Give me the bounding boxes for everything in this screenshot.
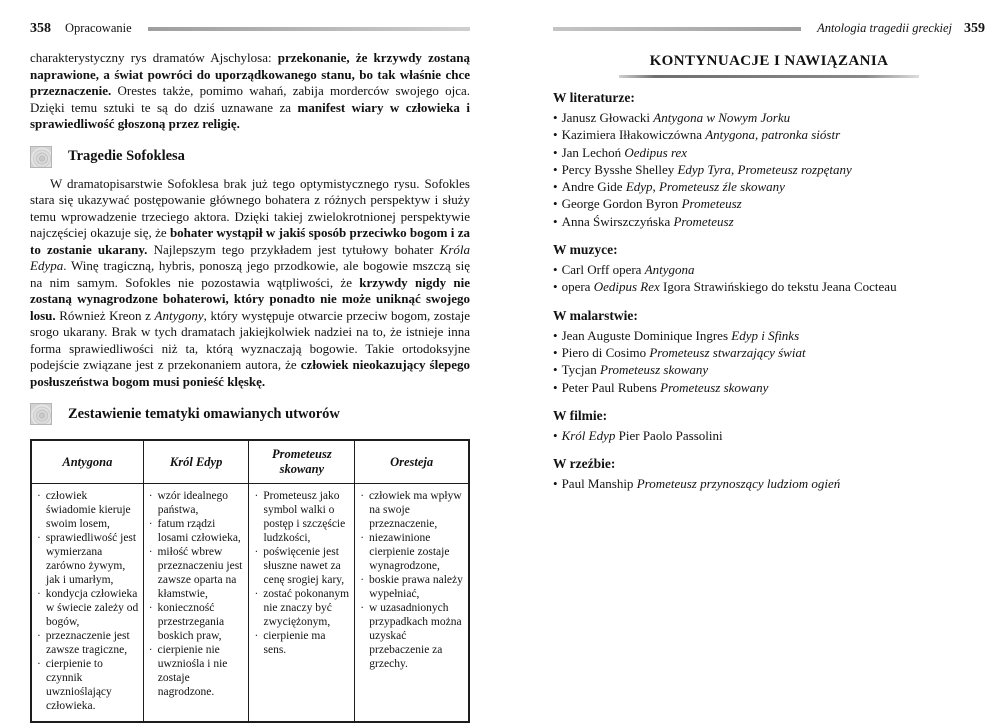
- table-bullet-item: · konieczność przestrzegania boskich praw,: [148, 602, 225, 642]
- round-bullet-icon: •: [553, 476, 558, 492]
- left-page-number: 358: [30, 21, 51, 36]
- left-header-label: Opracowanie: [65, 21, 132, 35]
- dot-bullet-icon: ·: [254, 546, 259, 558]
- left-page: [30, 20, 470, 723]
- dot-bullet-icon: ·: [148, 518, 153, 530]
- round-bullet-icon: •: [553, 427, 558, 443]
- table-bullet-item: · miłość wbrew przeznaczeniu jest zawsze oparta na kłamstwie,: [148, 546, 243, 600]
- table-column-header: Antygona: [31, 440, 143, 484]
- work-list-item: • Carl Orff opera Antygona: [553, 262, 695, 278]
- work-list-item: • Piero di Cosimo Prometeusz stwarzający świat: [553, 344, 806, 360]
- table-bullet-item: · człowiek ma wpływ na swoje przeznaczenie,: [360, 490, 462, 530]
- header-rule: [553, 27, 801, 31]
- dot-bullet-icon: ·: [37, 588, 41, 600]
- chapter-title: KONTYNUACJE I NAWIĄZANIA: [649, 53, 889, 69]
- table-bullet-item: · zostać pokonanym nie znaczy być zwyciężonym,: [254, 588, 350, 628]
- right-page-number: 359: [964, 21, 985, 36]
- continuations-body: [553, 90, 985, 492]
- dot-bullet-icon: ·: [37, 532, 41, 544]
- round-bullet-icon: •: [553, 144, 558, 160]
- table-bullet-item: · cierpienie to czynnik uwznioślający człowieka.: [37, 658, 112, 712]
- table-bullet-item: · Prometeusz jako symbol walki o postęp i szczęście ludzkości,: [254, 490, 346, 544]
- section-title: Zestawienie tematyki omawianych utworów: [68, 405, 340, 422]
- work-list-item: • Percy Bysshe Shelley Edyp Tyra, Prometeusz rozpętany: [553, 161, 852, 177]
- table-cell: [31, 484, 143, 723]
- work-list-item: • Paul Manship Prometeusz przynoszący ludziom ogień: [553, 476, 841, 492]
- round-bullet-icon: •: [553, 279, 558, 295]
- dot-bullet-icon: ·: [360, 574, 365, 586]
- table-column-header: Król Edyp: [143, 440, 249, 484]
- table-bullet-item: · w uzasadnionych przypadkach można uzyskać przebaczenie za grzechy.: [360, 602, 462, 670]
- table-bullet-item: · boskie prawa należy wypełniać,: [360, 574, 463, 600]
- table-column-header: Oresteja: [355, 440, 469, 484]
- table-bullet-item: · przeznaczenie jest zawsze tragiczne,: [37, 630, 130, 656]
- table-cell: [143, 484, 249, 723]
- round-bullet-icon: •: [553, 327, 558, 343]
- round-bullet-icon: •: [553, 179, 558, 195]
- themes-table-body-row: [31, 484, 469, 723]
- round-bullet-icon: •: [553, 262, 558, 278]
- table-cell: [355, 484, 469, 723]
- round-bullet-icon: •: [553, 213, 558, 229]
- spiral-stamp-icon: [30, 403, 52, 425]
- table-bullet-item: · kondycja człowieka w świecie zależy od bogów,: [37, 588, 139, 628]
- dot-bullet-icon: ·: [360, 602, 365, 614]
- right-running-header: [553, 20, 985, 37]
- table-bullet-item: · sprawiedliwość jest wymierzana zarówno żywym, jak i umarłym,: [37, 532, 137, 586]
- dot-bullet-icon: ·: [254, 630, 259, 642]
- work-list-item: • George Gordon Byron Prometeusz: [553, 196, 742, 212]
- sophocles-paragraph: W dramatopisarstwie Sofoklesa brak już tego optymistycznego rysu. Sofokles stara się ukazywać postępowanie głównego bohatera z różnych perspektyw i służy temu wprowadzenie trzeciego aktora. Dzięki takiej zwielokrotnionej perspektywie najczęściej okazuje się, że bohater wystąpił w jakiś sposób przeciwko bogom i za to zostanie ukarany. Najlepszym tego przykładem jest tytułowy bohater Króla Edypa. Winę tragiczną, hybris, ponoszą jego przodkowie, ale bogowie mszczą się na nim samym. Sofokles nie pozostawia wątpliwości, że krzywdy nigdy nie zostaną wynagrodzone bohaterowi, który ponadto nie może uniknąć swojego losu. Również Kreon z Antygony, który występuje otwarcie przeciw bogom, zostaje srogo ukarany. Brak w tych dramatach jakiejkolwiek nadziei na to, że istnieje inna forma sprawiedliwości niż ta, którą wyznaczają bogowie. Takie ortodoksyjne podejście związane jest z przekonaniem autora, że człowiek nieokazujący ślepego posłuszeństwa bogom musi ponieść klęskę.: [30, 175, 471, 389]
- work-list-item: • Jean Auguste Dominique Ingres Edyp i Sfinks: [553, 327, 800, 343]
- intro-paragraph: charakterystyczny rys dramatów Ajschylosa: przekonanie, że krzywdy zostaną naprawione, a świat powróci do uporządkowanego stanu, bo tak właśnie chce przeznaczenie. Orestes także, pomimo wahań, zabija morderców swojego ojca. Dzięki temu sztuki te są do dziś uznawane za manifest wiary w człowieka i sprawiedliwość głoszoną przez religię.: [30, 50, 470, 131]
- header-rule: [148, 27, 470, 31]
- dot-bullet-icon: ·: [254, 588, 259, 600]
- work-list-item: • Peter Paul Rubens Prometeusz skowany: [553, 379, 769, 395]
- section-heading-row: [30, 403, 470, 425]
- work-list-item: • opera Oedipus Rex Igora Strawińskiego do tekstu Jeana Cocteau: [553, 279, 897, 295]
- category-heading: W filmie:: [553, 407, 608, 423]
- category-heading: W literaturze:: [553, 90, 635, 105]
- table-bullet-item: · wzór idealnego państwa,: [148, 490, 229, 516]
- round-bullet-icon: •: [553, 127, 558, 143]
- dot-bullet-icon: ·: [148, 602, 153, 614]
- work-list-item: • Kazimiera Iłłakowiczówna Antygona, patronka sióstr: [553, 127, 841, 143]
- category-heading: W muzyce:: [553, 242, 618, 258]
- round-bullet-icon: •: [553, 344, 558, 360]
- dot-bullet-icon: ·: [360, 490, 365, 502]
- work-list-item: • Król Edyp Pier Paolo Passolini: [553, 427, 723, 443]
- round-bullet-icon: •: [553, 110, 558, 125]
- table-bullet-item: · fatum rządzi losami człowieka,: [148, 518, 241, 544]
- chapter-title-block: [619, 53, 919, 78]
- table-bullet-item: · poświęcenie jest słuszne nawet za cenę srogiej kary,: [254, 546, 345, 586]
- category-heading: W malarstwie:: [553, 307, 638, 323]
- work-list-item: • Andre Gide Edyp, Prometeusz źle skowany: [553, 179, 785, 195]
- table-column-header: Prometeusz skowany: [249, 440, 355, 484]
- dot-bullet-icon: ·: [37, 658, 41, 670]
- table-cell: [249, 484, 355, 723]
- round-bullet-icon: •: [553, 379, 558, 395]
- title-rule: [619, 75, 919, 78]
- dot-bullet-icon: ·: [148, 546, 153, 558]
- section-title: Tragedie Sofoklesa: [68, 148, 185, 164]
- themes-table-header-row: [31, 440, 469, 484]
- dot-bullet-icon: ·: [148, 490, 153, 502]
- left-running-header: [30, 20, 470, 37]
- work-list-item: • Anna Świrszczyńska Prometeusz: [553, 213, 734, 229]
- category-heading: W rzeźbie:: [553, 456, 616, 472]
- dot-bullet-icon: ·: [37, 630, 41, 642]
- table-bullet-item: · cierpienie ma sens.: [254, 630, 326, 656]
- round-bullet-icon: •: [553, 362, 558, 378]
- themes-comparison-table: [30, 439, 470, 723]
- dot-bullet-icon: ·: [360, 532, 365, 544]
- work-list-item: • Tycjan Prometeusz skowany: [553, 362, 709, 378]
- spiral-stamp-icon: [30, 146, 52, 168]
- table-bullet-item: · niezawinione cierpienie zostaje wynagrodzone,: [360, 532, 450, 572]
- dot-bullet-icon: ·: [254, 490, 259, 502]
- table-bullet-item: · człowiek świadomie kieruje swoim losem,: [37, 490, 131, 530]
- table-bullet-item: · cierpienie nie uwzniośla i nie zostaje nagrodzone.: [148, 644, 228, 698]
- dot-bullet-icon: ·: [37, 490, 41, 502]
- work-list-item: • Jan Lechoń Oedipus rex: [553, 144, 688, 160]
- dot-bullet-icon: ·: [148, 644, 153, 656]
- right-header-label: Antologia tragedii greckiej: [817, 21, 952, 35]
- section-heading-row: [30, 146, 470, 168]
- work-list-item: • Janusz Głowacki Antygona w Nowym Jorku: [553, 110, 791, 125]
- round-bullet-icon: •: [553, 161, 558, 177]
- right-page: [553, 20, 985, 492]
- round-bullet-icon: •: [553, 196, 558, 212]
